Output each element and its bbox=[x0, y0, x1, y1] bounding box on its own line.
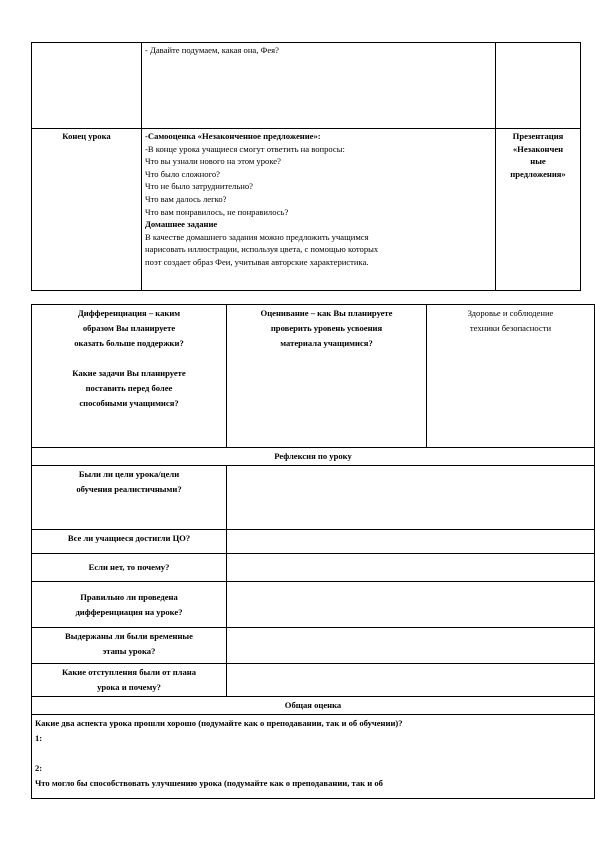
question-line: Если нет, то почему? bbox=[88, 562, 170, 572]
header-line: Здоровье и соблюдение bbox=[467, 308, 554, 318]
question-line: Выдержаны ли были временные bbox=[65, 631, 193, 641]
table-row bbox=[32, 466, 595, 530]
reflection-answer[interactable] bbox=[227, 466, 595, 530]
reflection-answer[interactable] bbox=[227, 664, 595, 697]
overall-title: Общая оценка bbox=[32, 697, 595, 715]
header-line: Какие задачи Вы планируете bbox=[72, 368, 186, 378]
homework-title: Домашнее задание bbox=[145, 219, 218, 230]
question-line: Были ли цели урока/цели bbox=[78, 469, 180, 479]
reflection-question bbox=[32, 628, 227, 664]
cell-empty bbox=[32, 43, 142, 129]
reflection-question bbox=[32, 664, 227, 697]
activity-line: нарисовать иллюстрации, используя цвета, с помощью которых bbox=[145, 244, 379, 255]
table-row bbox=[32, 129, 581, 291]
reflection-answer[interactable] bbox=[227, 554, 595, 582]
activity-line: Что не было затруднительно? bbox=[145, 181, 253, 192]
reflection-answer[interactable] bbox=[227, 582, 595, 628]
table-row bbox=[32, 305, 595, 448]
question-line: Какие отступления были от плана bbox=[61, 667, 197, 677]
header-line: способными учащимися? bbox=[79, 398, 179, 408]
question-line: Все ли учащиеся достигли ЦО? bbox=[67, 533, 191, 543]
table-row bbox=[32, 697, 595, 715]
spacer bbox=[35, 746, 591, 761]
table-row bbox=[32, 582, 595, 628]
question-text: - Давайте подумаем, какая она, Фея? bbox=[145, 45, 279, 55]
overall-line: 1: bbox=[35, 733, 43, 743]
question-line: дифференциация на уроке? bbox=[75, 606, 183, 617]
header-line: Дифференциация – каким bbox=[77, 308, 181, 318]
header-line: материала учащимися? bbox=[280, 338, 373, 348]
activity-line: Что было сложного? bbox=[145, 168, 220, 179]
header-line: техники безопасности bbox=[469, 323, 552, 333]
assessment-cell bbox=[227, 305, 427, 448]
cell-question bbox=[142, 43, 496, 129]
resource-line: ные bbox=[530, 156, 546, 167]
stage-cell bbox=[32, 129, 142, 291]
stage-label: Конец урока bbox=[62, 131, 111, 141]
activity-line: Что вам понравилось, не понравилось? bbox=[145, 206, 289, 217]
reflection-question bbox=[32, 466, 227, 530]
overall-line: Что могло бы способствовать улучшению урока (подумайте как о преподавании, так и об bbox=[35, 778, 383, 788]
reflection-question bbox=[32, 554, 227, 582]
reflection-question bbox=[32, 582, 227, 628]
table-row bbox=[32, 628, 595, 664]
table-row bbox=[32, 554, 595, 582]
header-line: Оценивание – как Вы планируете bbox=[260, 308, 393, 318]
table-row bbox=[32, 664, 595, 697]
reflection-answer[interactable] bbox=[227, 628, 595, 664]
activity-line: Что вы узнали нового на этом уроке? bbox=[145, 156, 281, 167]
overall-line: Какие два аспекта урока прошли хорошо (подумайте как о преподавании, так и об обучении)? bbox=[35, 718, 403, 728]
health-safety-cell bbox=[427, 305, 595, 448]
header-line: проверить уровень усвоения bbox=[270, 323, 383, 333]
reflection-answer[interactable] bbox=[227, 530, 595, 554]
header-line: поставить перед более bbox=[85, 383, 173, 393]
activity-cell bbox=[142, 129, 496, 291]
self-assessment-title: -Самооценка «Незаконченное предложение»: bbox=[145, 131, 321, 141]
question-line: обучения реалистичными? bbox=[76, 484, 182, 494]
table-row bbox=[32, 43, 581, 129]
differentiation-cell bbox=[32, 305, 227, 448]
question-line: этапы урока? bbox=[102, 646, 156, 656]
question-line: Правильно ли проведена bbox=[80, 591, 178, 602]
activity-line: В качестве домашнего задания можно предложить учащимся bbox=[145, 231, 369, 242]
resources-cell bbox=[496, 129, 581, 291]
activity-line: -В конце урока учащиеся смогут ответить на вопросы: bbox=[145, 143, 345, 154]
resource-line: предложения» bbox=[510, 168, 566, 179]
lesson-plan-table bbox=[31, 42, 581, 291]
question-line: урока и почему? bbox=[97, 682, 161, 692]
table-row bbox=[32, 715, 595, 799]
spacer bbox=[35, 351, 223, 366]
header-line: образом Вы планируете bbox=[82, 323, 176, 333]
table-row bbox=[32, 530, 595, 554]
header-line: оказать больше поддержки? bbox=[74, 338, 184, 348]
table-row bbox=[32, 448, 595, 466]
overall-line: 2: bbox=[35, 763, 43, 773]
reflection-table bbox=[31, 304, 595, 799]
overall-cell[interactable] bbox=[32, 715, 595, 799]
resource-line: Презентация bbox=[512, 131, 564, 141]
cell-empty bbox=[496, 43, 581, 129]
reflection-title: Рефлексия по уроку bbox=[32, 448, 595, 466]
reflection-question bbox=[32, 530, 227, 554]
resource-line: «Незакончен bbox=[512, 143, 564, 154]
activity-line: поэт создает образ Феи, учитывая авторские характеристика. bbox=[145, 256, 369, 267]
activity-line: Что вам далось легко? bbox=[145, 193, 227, 204]
